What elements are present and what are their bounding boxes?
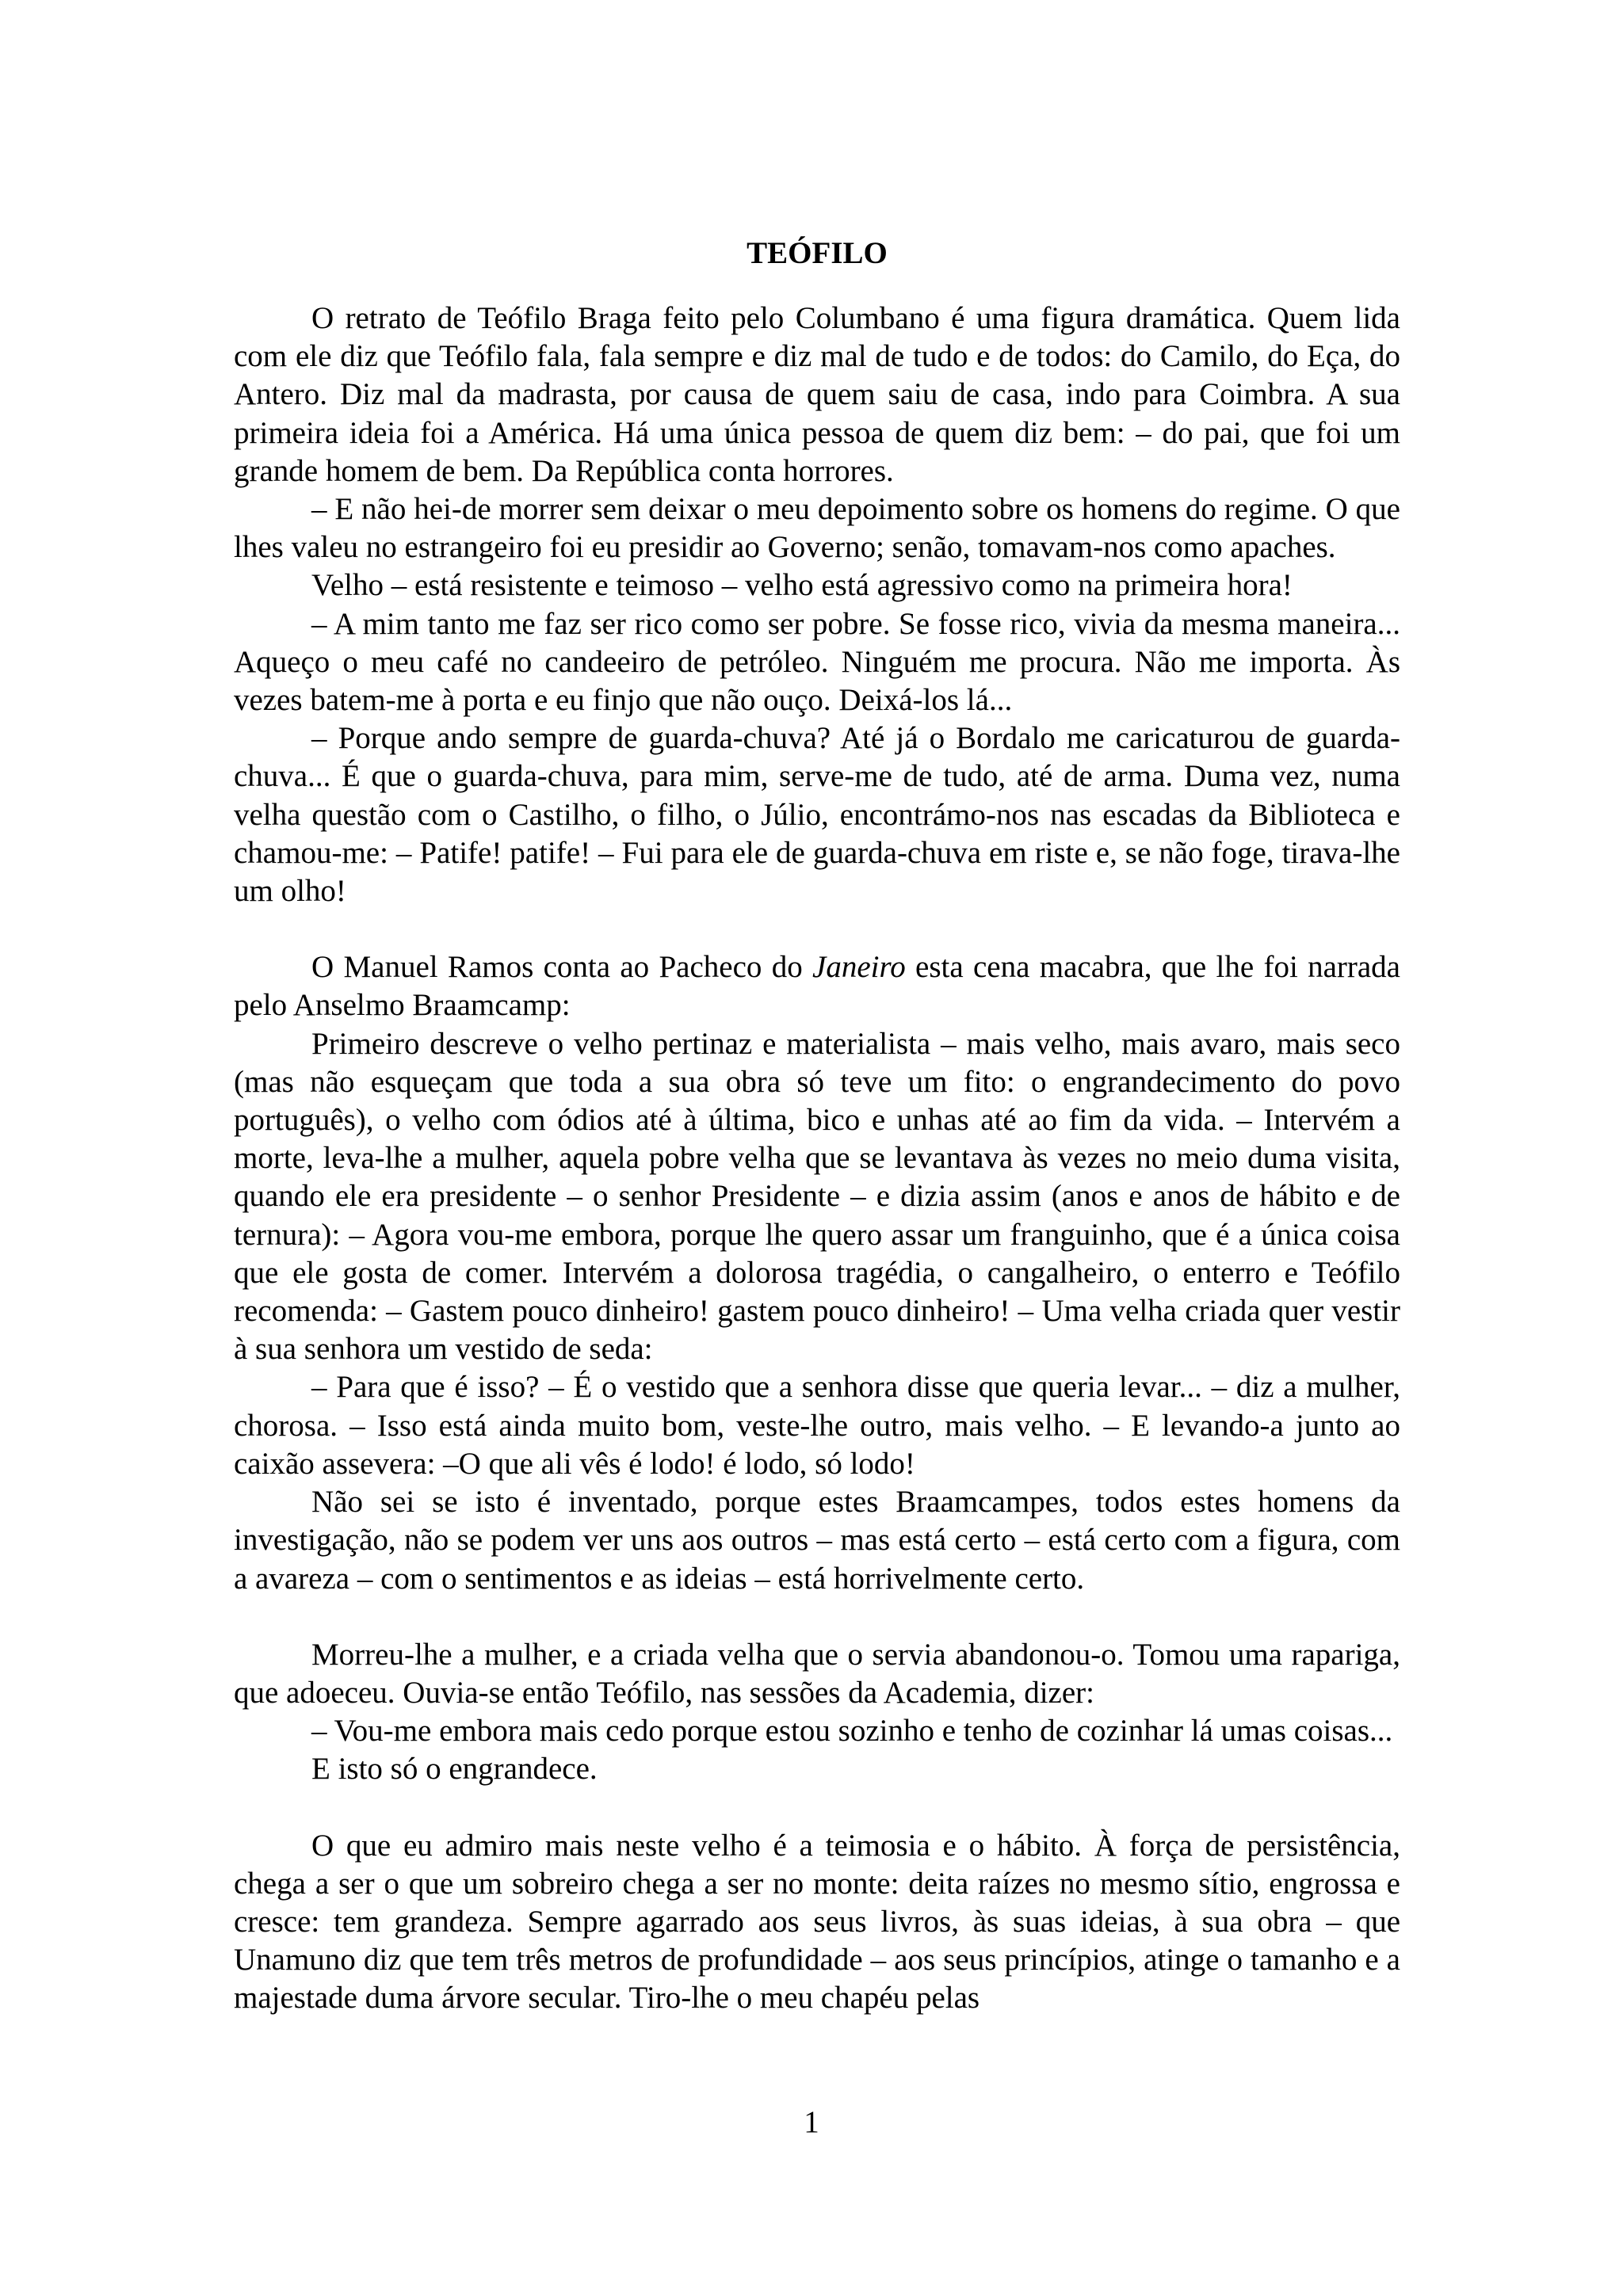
paragraph-3: Velho – está resistente e teimoso – velho está agressivo como na primeira hora! xyxy=(311,568,1293,603)
section-gap xyxy=(234,1789,1400,1827)
paragraph-13: O que eu admiro mais neste velho é a teimosia e o hábito. À força de persistência, chega a ser o que um sobreiro chega a ser no monte: deita raízes no mesmo sítio, engrossa e cresce: tem grandeza. Sempre agarrado aos seus livros, às suas ideias, à sua obra – que Unamuno diz que tem três metros de profundidade – aos seus princípios, atinge o tamanho e a majestade duma árvore secular. Tiro-lhe o meu chapéu pelas xyxy=(234,1828,1400,2016)
section-gap xyxy=(234,910,1400,948)
newspaper-title: Janeiro xyxy=(812,950,906,985)
page-number: 1 xyxy=(804,2105,819,2139)
paragraph-5: – Porque ando sempre de guarda-chuva? Até já o Bordalo me caricaturou de guarda-chuva... É que o guarda-chuva, para mim, serve-me de tudo, até de arma. Duma vez, numa velha questão com o Castilho, o filho, o Júlio, encontrámo-nos nas escadas da Biblioteca e chamou-me: – Patife! patife! – Fui para ele de guarda-chuva em riste e, se não foge, tirava-lhe um olho! xyxy=(234,721,1400,909)
section-gap xyxy=(234,1598,1400,1636)
paragraph-2: – E não hei-de morrer sem deixar o meu depoimento sobre os homens do regime. O que lhes valeu no estrangeiro foi eu presidir ao Governo; senão, tomavam-nos como apaches. xyxy=(234,492,1400,565)
paragraph-6-before: O Manuel Ramos conta ao Pacheco do xyxy=(311,950,813,985)
paragraph-10: Morreu-lhe a mulher, e a criada velha que o servia abandonou-o. Tomou uma rapariga, que adoeceu. Ouvia-se então Teófilo, nas sessões da Academia, dizer: xyxy=(234,1637,1400,1710)
paragraph-7: Primeiro descreve o velho pertinaz e materialista – mais velho, mais avaro, mais seco (mas não esqueçam que toda a sua obra só teve um fito: o engrandecimento do povo português), o velho com ódios até à última, bico e unhas até ao fim da vida. – Intervém a morte, leva-lhe a mulher, aquela pobre velha que se levantava às vezes no meio duma visita, quando ele era presidente – o senhor Presidente – e dizia assim (anos e anos de hábito e de ternura): – Agora vou-me embora, porque lhe quero assar um franguinho, que é a única coisa que ele gosta de comer. Intervém a dolorosa tragédia, o cangalheiro, o enterro e Teófilo recomenda: – Gastem pouco dinheiro! gastem pouco dinheiro! – Uma velha criada quer vestir à sua senhora um vestido de seda: xyxy=(234,1026,1400,1367)
document-page xyxy=(234,235,1400,2018)
paragraph-11: – Vou-me embora mais cedo porque estou sozinho e tenho de cozinhar lá umas coisas... xyxy=(311,1714,1393,1749)
paragraph-9: Não sei se isto é inventado, porque estes Braamcampes, todos estes homens da investigação, não se podem ver uns aos outros – mas está certo – está certo com a figura, com a avareza – com o sentimentos e as ideias – está horrivelmente certo. xyxy=(234,1485,1400,1596)
paragraph-6-after: esta cena macabra, que lhe foi narrada pelo Anselmo Braamcamp: xyxy=(234,950,1400,1023)
page-title: TEÓFILO xyxy=(747,236,888,270)
paragraph-8: – Para que é isso? – É o vestido que a senhora disse que queria levar... – diz a mulher, chorosa. – Isso está ainda muito bom, veste-lhe outro, mais velho. – E levando-a junto ao caixão assevera: –O que ali vês é lodo! é lodo, só lodo! xyxy=(234,1370,1400,1481)
paragraph-6 xyxy=(234,948,1400,1024)
paragraph-1: O retrato de Teófilo Braga feito pelo Columbano é uma figura dramática. Quem lida com ele diz que Teófilo fala, fala sempre e diz mal de tudo e de todos: do Camilo, do Eça, do Antero. Diz mal da madrasta, por causa de quem saiu de casa, indo para Coimbra. A sua primeira ideia foi a América. Há uma única pessoa de quem diz bem: – do pai, que foi um grande homem de bem. Da República conta horrores. xyxy=(234,301,1400,488)
paragraph-12: E isto só o engrandece. xyxy=(311,1752,598,1787)
paragraph-4: – A mim tanto me faz ser rico como ser pobre. Se fosse rico, vivia da mesma maneira... Aqueço o meu café no candeeiro de petróleo. Ninguém me procura. Não me importa. Às vezes batem-me à porta e eu finjo que não ouço. Deixá-los lá... xyxy=(234,606,1400,718)
